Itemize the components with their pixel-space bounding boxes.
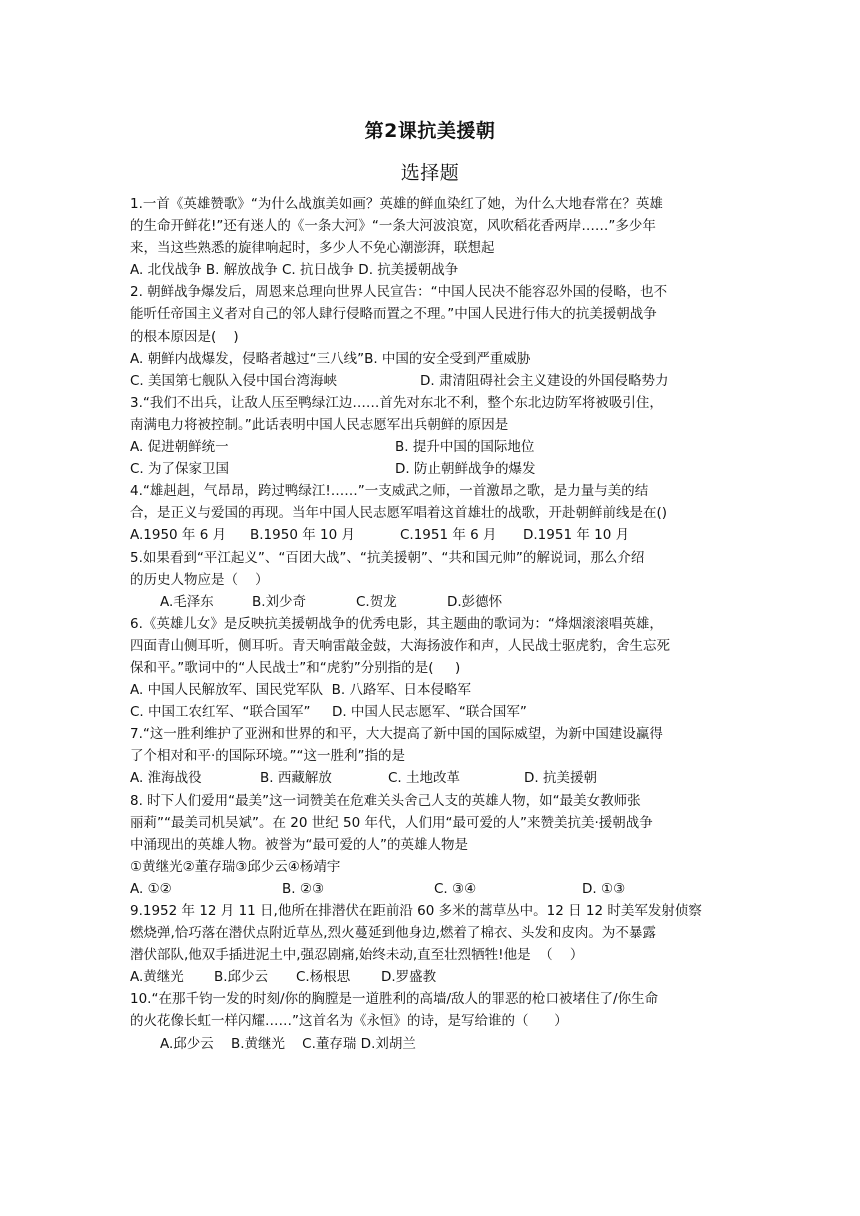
option-b: B. 提升中国的国际地位 [395, 439, 535, 456]
option-d: D. 抗美援朝 [524, 770, 597, 787]
answer-options [130, 966, 732, 988]
question-text-line: 中涌现出的英雄人物。被誉为“最可爱的人”的英雄人物是 [130, 836, 468, 853]
answer-options [130, 436, 732, 458]
option-c: C. ③④ [434, 880, 477, 897]
question-text-line: 2. 朝鲜战争爆发后，周恩来总理向世界人民宣告：“中国人民决不能容忍外国的侵略，也不 [130, 284, 668, 301]
option-b: B. 西藏解放 [260, 770, 332, 787]
question-text-line: 来，当这些熟悉的旋律响起时，多少人不免心潮澎湃，联想起 [130, 240, 495, 257]
question-text-line: 的生命开鲜花!”还有迷人的《一条大河》“一条大河波浪宽，风吹稻花香两岸……”多少年 [130, 218, 656, 235]
option-c: C.贺龙 [356, 593, 397, 610]
question-text-line: 的历史人物应是（ ） [130, 571, 269, 588]
option-b: B.刘少奇 [252, 593, 307, 610]
option-d: D.彭德怀 [447, 593, 503, 610]
option-b: B. ②③ [282, 880, 325, 897]
question-4 [130, 480, 732, 546]
answer-options: A. 北伐战争 B. 解放战争 C. 抗日战争 D. 抗美援朝战争 [130, 262, 459, 279]
option-a: A.毛泽东 [160, 593, 214, 610]
question-text-line: 了个相对和平·的国际环境。”“这一胜利”指的是 [130, 748, 406, 765]
question-text-line: 燃烧弹,恰巧落在潜伏点附近草丛,烈火蔓延到他身边,燃着了棉衣、头发和皮肉。为不暴露 [130, 925, 656, 942]
question-3 [130, 392, 732, 480]
option-a: A. ①② [130, 880, 172, 897]
question-6 [130, 613, 732, 723]
question-text-line: 6.《英雄儿女》是反映抗美援朝战争的优秀电影，其主题曲的歌词为：“烽烟滚滚唱英雄， [130, 615, 663, 632]
answer-options [130, 458, 732, 480]
page-title: 第2课抗美援朝 [364, 120, 496, 142]
option-d: D. 肃清阻碍社会主义建设的外国侵略势力 [420, 372, 669, 389]
question-7 [130, 723, 732, 789]
answer-options [130, 878, 732, 900]
option-c: C. 土地改革 [388, 770, 461, 787]
question-10 [130, 988, 732, 1054]
option-a: A. 淮海战役 [130, 770, 202, 787]
answer-options: A. 中国人民解放军、国民党军队 B. 八路军、日本侵略军 [130, 682, 472, 699]
option-c: C. 美国第七舰队入侵中国台湾海峡 [130, 372, 338, 389]
option-b: B.邱少云 [214, 969, 269, 986]
question-8 [130, 790, 732, 900]
question-text-line: 7.“这一胜利维护了亚洲和世界的和平，大大提高了新中国的国际威望，为新中国建设赢得 [130, 726, 663, 743]
question-1 [130, 193, 732, 281]
question-text-line: 南满电力将被控制。”此话表明中国人民志愿军出兵朝鲜的原因是 [130, 416, 509, 433]
question-9 [130, 900, 732, 988]
option-d: D. 防止朝鲜战争的爆发 [395, 461, 536, 478]
option-b: B.1950 年 10 月 [250, 527, 355, 544]
option-d: D.罗盛教 [381, 969, 437, 986]
question-text-line: 能听任帝国主义者对自己的邻人肆行侵略而置之不理。”中国人民进行伟大的抗美援朝战争 [130, 306, 657, 323]
question-text-line: 3.“我们不出兵，让敌人压至鸭绿江边……首先对东北不利，整个东北边防军将被吸引住， [130, 394, 663, 411]
answer-options [130, 524, 732, 546]
question-text-line: ①黄继光②董存瑞③邱少云④杨靖宇 [130, 858, 341, 875]
answer-options: A.邱少云 B.黄继光 C.董存瑞 D.刘胡兰 [160, 1035, 416, 1052]
option-c: C.杨根思 [296, 969, 351, 986]
answer-options [130, 591, 732, 613]
answer-options: C. 中国工农红军、“联合国军” D. 中国人民志愿军、“联合国军” [130, 704, 527, 721]
section-title: 选择题 [400, 162, 460, 184]
question-5 [130, 547, 732, 613]
question-text-line: 8. 时下人们爱用“最美”这一词赞美在危难关头舍己人支的英雄人物，如“最美女教师张 [130, 792, 641, 809]
question-list [130, 193, 732, 1055]
question-2 [130, 281, 732, 391]
question-text-line: 潜伏部队,他双手插进泥土中,强忍剧痛,始终未动,直至壮烈牺牲!他是 （ ） [130, 947, 584, 964]
option-d: D. ①③ [582, 880, 626, 897]
question-text-line: 5.如果看到“平江起义”、“百团大战”、“抗美援朝”、“共和国元帅”的解说词，那么介绍 [130, 549, 645, 566]
question-text-line: 4.“雄赳赳，气昂昂，跨过鸭绿江!……”一支威武之师，一首激昂之歌，是力量与美的结 [130, 483, 649, 500]
option-c: C.1951 年 6 月 [400, 527, 497, 544]
question-text-line: 四面青山侧耳听，侧耳听。青天响雷敲金鼓，大海扬波作和声，人民战士驱虎豹，舍生忘死 [130, 637, 670, 654]
question-text-line: 保和平。”歌词中的“人民战士”和“虎豹”分别指的是( ) [130, 659, 461, 676]
answer-options [130, 370, 732, 392]
question-text-line: 的根本原因是( ) [130, 328, 239, 345]
question-text-line: 的火花像长虹一样闪耀……”这首名为《永恒》的诗，是写给谁的（ ） [130, 1013, 568, 1030]
question-text-line: 合，是正义与爱国的再现。当年中国人民志愿军唱着这首雄壮的战歌，开赴朝鲜前线是在() [130, 505, 668, 522]
answer-options [130, 767, 732, 789]
answer-options: A. 朝鲜内战爆发，侵略者越过“三八线”B. 中国的安全受到严重威胁 [130, 350, 531, 367]
option-a: A.1950 年 6 月 [130, 527, 227, 544]
option-c: C. 为了保家卫国 [130, 461, 230, 478]
option-a: A. 促进朝鲜统一 [130, 439, 229, 456]
question-text-line: 10.“在那千钧一发的时刻/你的胸膛是一道胜利的高墙/敌人的罪恶的枪口被堵住了/你生命 [130, 991, 659, 1008]
option-d: D.1951 年 10 月 [523, 527, 630, 544]
question-text-line: 1.一首《英雄赞歌》“为什么战旗美如画？英雄的鲜血染红了她，为什么大地春常在？英雄 [130, 196, 663, 212]
option-a: A.黄继光 [130, 969, 184, 986]
question-text-line: 丽莉”“最美司机吴斌”。在 20 世纪 50 年代，人们用“最可爱的人”来赞美抗美·援朝战争 [130, 814, 653, 831]
question-text-line: 9.1952 年 12 月 11 日,他所在排潜伏在距前沿 60 多米的蒿草丛中。12 日 12 时美军发射侦察 [130, 903, 702, 919]
